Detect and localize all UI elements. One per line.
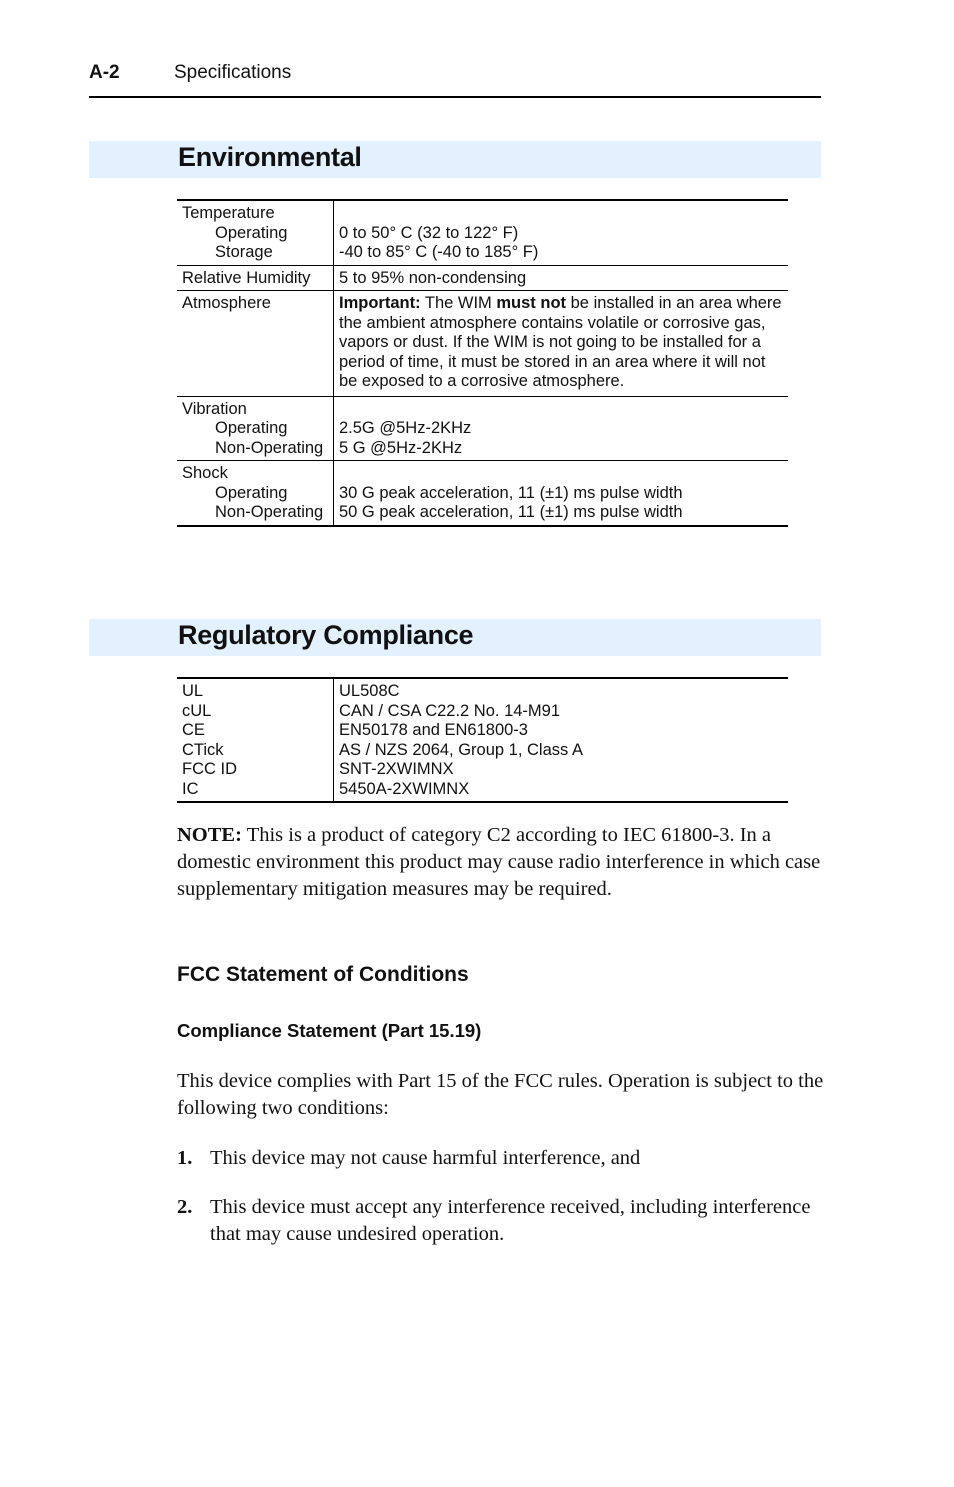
regulatory-label: UL [182,682,204,700]
shock-nonoperating-value: 50 G peak acceleration, 11 (±1) ms pulse width [339,503,683,521]
regulatory-label: CTick [182,740,224,759]
page-number: A-2 [89,62,120,83]
list-item-text: This device must accept any interference received, including interference that may cause undesired operation. [210,1196,811,1245]
regulatory-label: IC [182,779,199,798]
regulatory-labels-cell [177,678,334,802]
regulatory-value: 5450A-2XWIMNX [339,779,470,798]
temperature-label-cell [177,200,334,265]
atmosphere-label: Atmosphere [177,291,334,397]
vibration-nonoperating-value: 5 G @5Hz-2KHz [339,438,463,457]
regulatory-value: EN50178 and EN61800-3 [339,721,528,739]
atmosphere-text-1: The WIM [420,294,497,312]
shock-label-cell [177,461,334,526]
running-section-title: Specifications [174,62,292,83]
atmosphere-value [334,291,789,397]
temperature-storage-label: Storage [215,243,273,261]
shock-label: Shock [182,464,228,482]
list-item-text: This device may not cause harmful interference, and [210,1147,641,1169]
page-header [89,60,821,98]
regulatory-label: CE [182,721,205,739]
regulatory-value: UL508C [339,682,400,700]
regulatory-value: SNT-2XWIMNX [339,760,454,778]
table-row [177,678,788,802]
list-item-number: 1. [177,1147,193,1169]
note-text: This is a product of category C2 according to IEC 61800-3. In a domestic environment this product may cause radio interference in which case supplementary mitigation measures may be required. [177,824,821,900]
regulatory-value: AS / NZS 2064, Group 1, Class A [339,740,583,759]
humidity-label: Relative Humidity [177,265,334,291]
list-item-number: 2. [177,1196,193,1218]
regulatory-table [177,677,788,803]
regulatory-heading-band [89,619,821,656]
compliance-statement-heading: Compliance Statement (Part 15.19) [177,1020,482,1041]
temperature-value-cell [334,200,789,265]
table-row-vibration [177,396,788,461]
shock-operating-label: Operating [215,483,288,502]
fcc-heading: FCC Statement of Conditions [177,963,469,986]
vibration-operating-label: Operating [215,419,288,437]
vibration-label-cell [177,396,334,461]
shock-nonoperating-label: Non-Operating [215,503,324,521]
regulatory-label: FCC ID [182,760,237,778]
environmental-heading: Environmental [178,142,362,172]
regulatory-value: CAN / CSA C22.2 No. 14-M91 [339,701,561,720]
environmental-table [177,199,788,527]
regulatory-label: cUL [182,701,212,720]
important-label: Important: [339,294,421,312]
list-item [177,1194,817,1248]
vibration-operating-value: 2.5G @5Hz-2KHz [339,419,472,437]
list-item [177,1145,817,1172]
note-label: NOTE: [177,824,242,846]
temperature-operating-value: 0 to 50° C (32 to 122° F) [339,223,519,242]
table-row-atmosphere [177,291,788,397]
temperature-storage-value: -40 to 85° C (-40 to 185° F) [339,243,539,261]
shock-operating-value: 30 G peak acceleration, 11 (±1) ms pulse width [339,483,683,502]
temperature-operating-label: Operating [215,223,288,242]
shock-value-cell [334,461,789,526]
vibration-nonoperating-label: Non-Operating [215,438,324,457]
fcc-intro-paragraph: This device complies with Part 15 of the FCC rules. Operation is subject to the following two conditions: [177,1070,824,1119]
must-not-emphasis: must not [496,294,567,312]
table-row-shock [177,461,788,526]
table-row-humidity [177,265,788,291]
table-row-temperature [177,200,788,265]
environmental-heading-band [89,141,821,178]
regulatory-values-cell [334,678,789,802]
temperature-label: Temperature [182,204,275,222]
humidity-value: 5 to 95% non-condensing [334,265,789,291]
vibration-value-cell [334,396,789,461]
regulatory-heading: Regulatory Compliance [178,620,474,650]
note-paragraph [177,822,827,903]
vibration-label: Vibration [182,399,247,418]
atmosphere-text-2: be installed in an area where the ambient atmosphere contains volatile or corrosive gas, vapors or dust. If the WIM is not going to be installed for a period of time, it must be stored in an area where it will not be exposed to a corrosive atmosphere. [339,294,782,390]
